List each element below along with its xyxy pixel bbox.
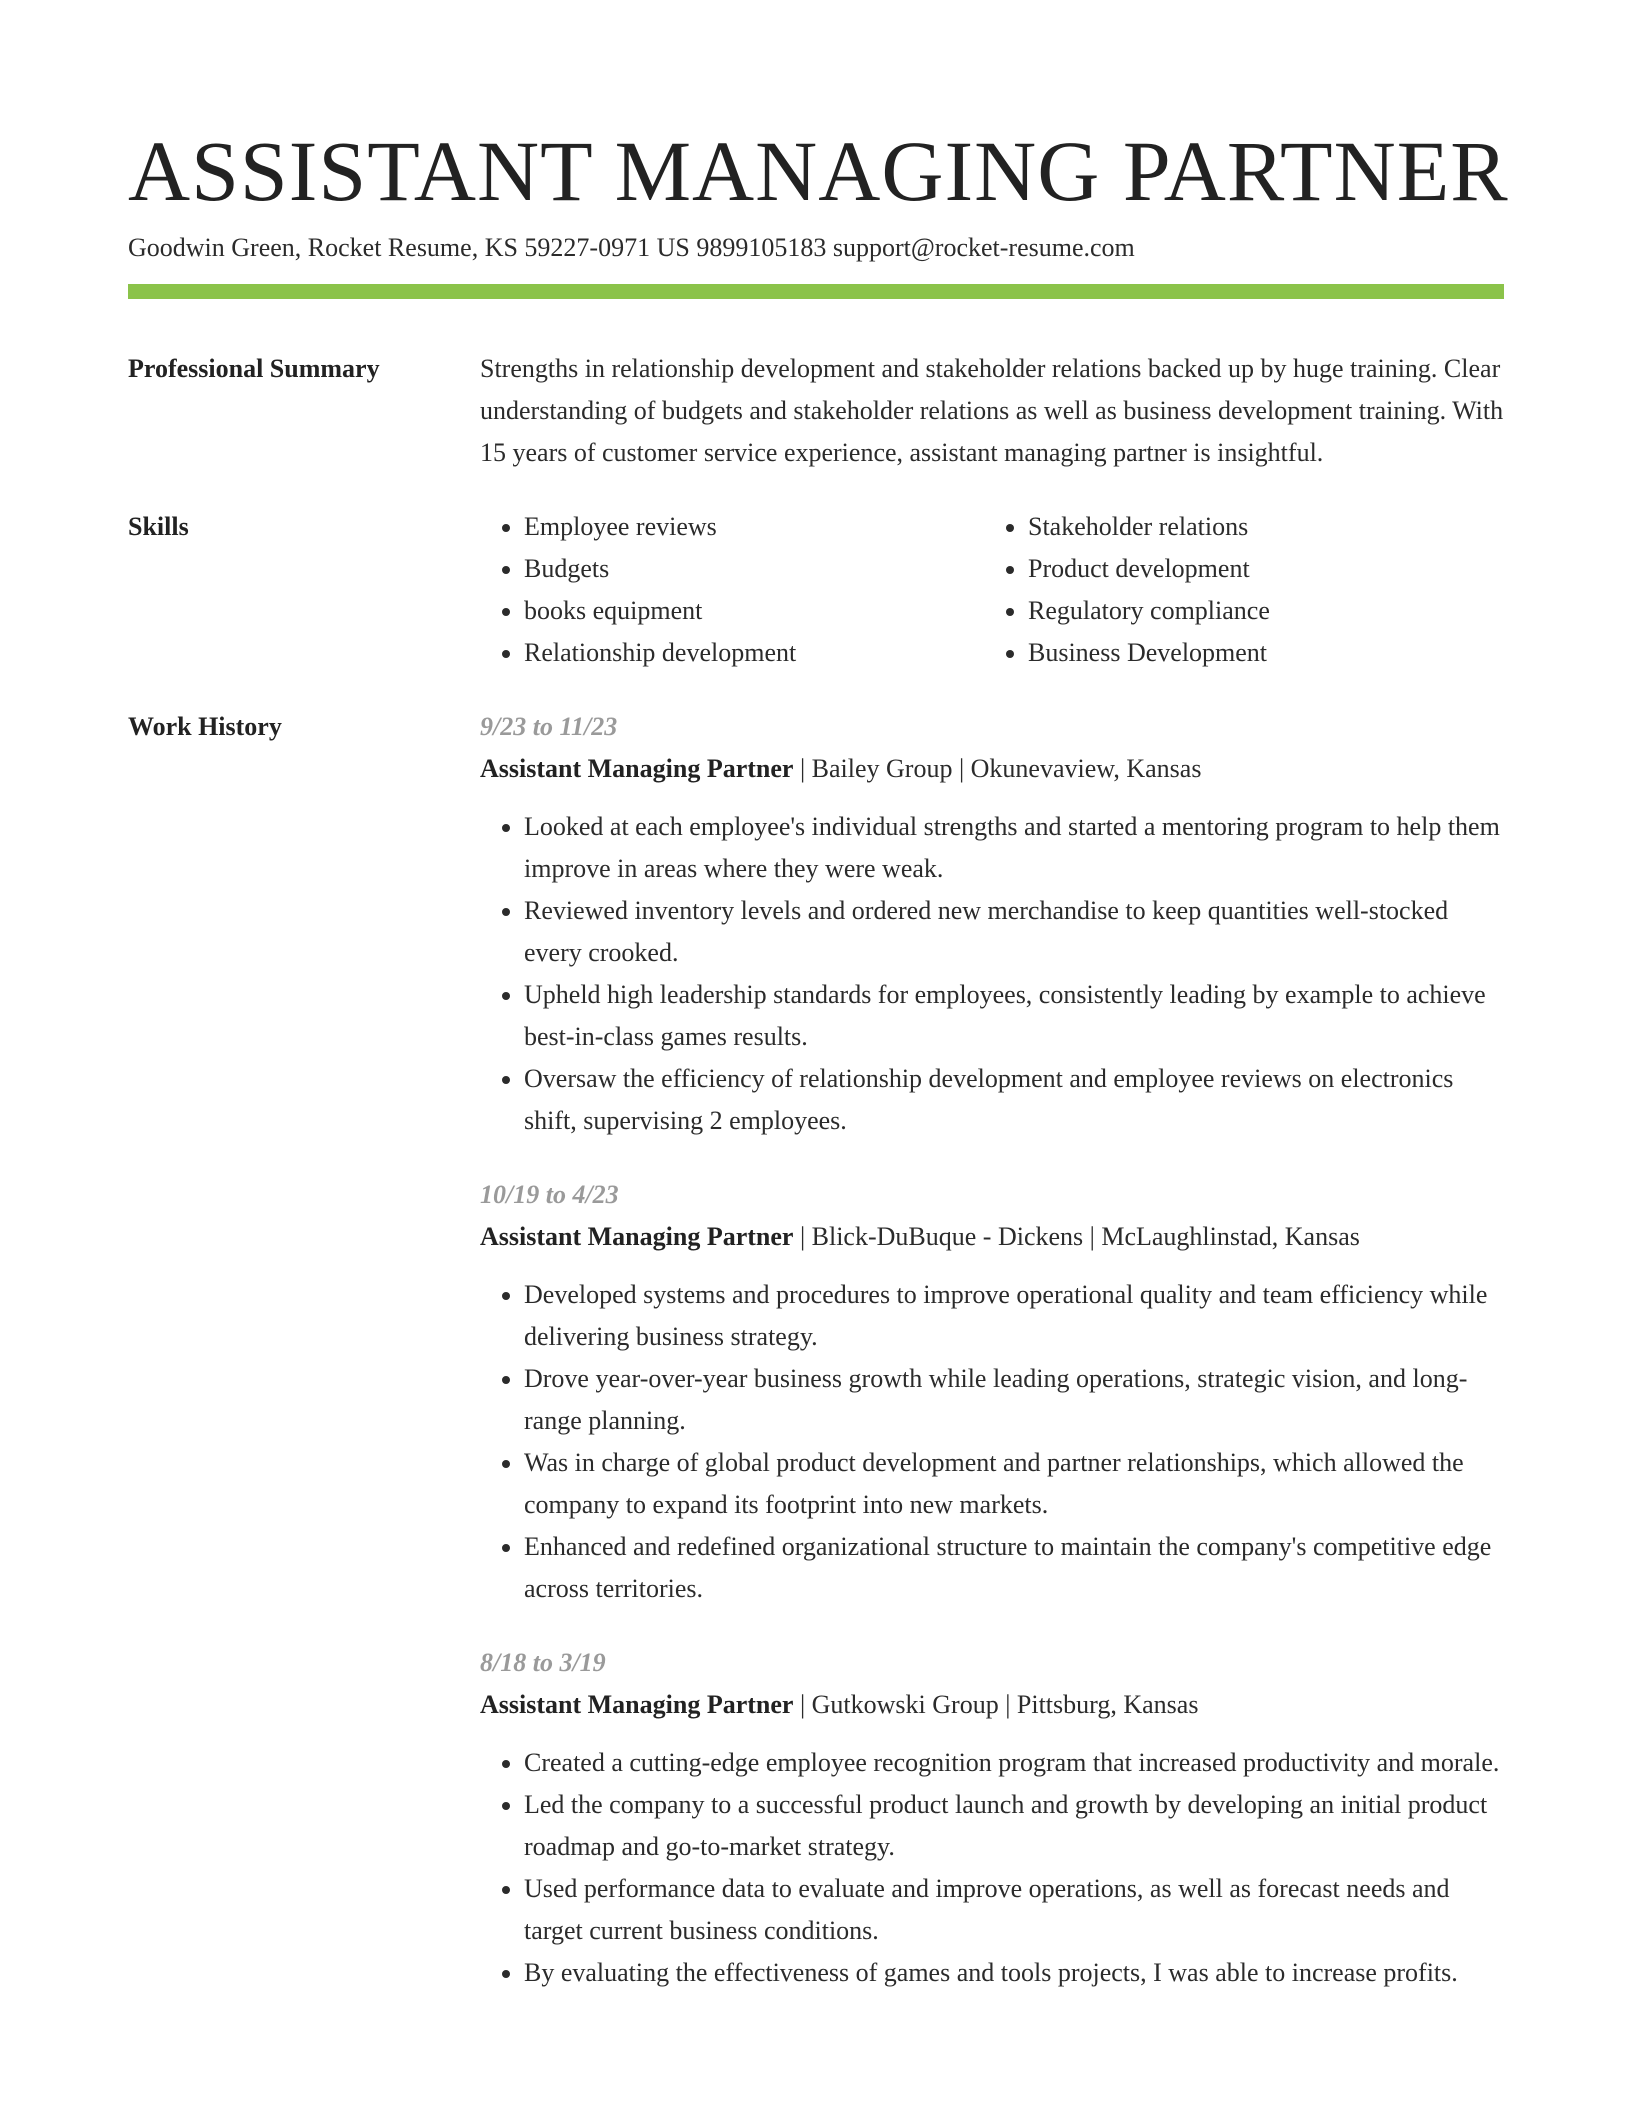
job-dates: 9/23 to 11/23 <box>480 712 618 741</box>
skills-heading: Skills <box>128 512 189 541</box>
skill-item: • Business Development <box>1028 632 1488 674</box>
work-history-section <box>128 706 1504 1994</box>
skills-section <box>128 506 1504 674</box>
job-heading <box>480 1216 1504 1258</box>
job-bullet: • Enhanced and redefined organizational structure to maintain the company's competitive edge across territories. <box>524 1526 1504 1610</box>
header-divider <box>128 284 1504 299</box>
skill-item: • books equipment <box>524 590 984 632</box>
job-dates: 8/18 to 3/19 <box>480 1648 606 1677</box>
job-title: Assistant Managing Partner <box>480 1690 794 1719</box>
work-history-heading: Work History <box>128 712 282 741</box>
job-bullet: • Looked at each employee's individual strengths and started a mentoring program to help them improve in areas where they were weak. <box>524 806 1504 890</box>
skill-item: • Budgets <box>524 548 984 590</box>
job-heading <box>480 1684 1504 1726</box>
skill-item: • Stakeholder relations <box>1028 506 1488 548</box>
job-dates: 10/19 to 4/23 <box>480 1180 619 1209</box>
summary-body <box>480 348 1504 474</box>
job-bullet: • Drove year-over-year business growth while leading operations, strategic vision, and long-range planning. <box>524 1358 1504 1442</box>
skill-item: • Relationship development <box>524 632 984 674</box>
job-details: | Bailey Group | Okunevaview, Kansas <box>793 754 1202 783</box>
job-bullet: • Developed systems and procedures to improve operational quality and team efficiency while delivering business strategy. <box>524 1274 1504 1358</box>
job-bullet: • Used performance data to evaluate and improve operations, as well as forecast needs and target current business conditions. <box>524 1868 1504 1952</box>
job-bullet: • Oversaw the efficiency of relationship development and employee reviews on electronics shift, supervising 2 employees. <box>524 1058 1504 1142</box>
contact-email: support@rocket-resume.com <box>832 233 1135 262</box>
job-bullets <box>480 1274 1504 1610</box>
job-title: Assistant Managing Partner <box>480 754 794 783</box>
job-details: | Gutkowski Group | Pittsburg, Kansas <box>793 1690 1199 1719</box>
job-heading <box>480 748 1504 790</box>
skills-column-left <box>480 506 984 674</box>
job-bullets <box>480 806 1504 1142</box>
skill-item: • Employee reviews <box>524 506 984 548</box>
job-bullet: • By evaluating the effectiveness of games and tools projects, I was able to increase profits. <box>524 1952 1504 1994</box>
skills-list <box>480 506 1504 674</box>
job-entry <box>480 706 1504 1142</box>
job-bullet: • Reviewed inventory levels and ordered new merchandise to keep quantities well-stocked every crooked. <box>524 890 1504 974</box>
resume-name: ASSISTANT MANAGING PARTNER <box>128 123 1509 219</box>
contact-address: Goodwin Green, Rocket Resume, KS 59227-0971 US <box>128 233 690 262</box>
contact-line <box>128 232 1504 264</box>
skill-item: • Product development <box>1028 548 1488 590</box>
job-bullet: • Led the company to a successful product launch and growth by developing an initial product roadmap and go-to-market strategy. <box>524 1784 1504 1868</box>
summary-heading: Professional Summary <box>128 354 380 383</box>
job-details: | Blick-DuBuque - Dickens | McLaughlinstad, Kansas <box>793 1222 1360 1251</box>
job-entry <box>480 1174 1504 1610</box>
job-title: Assistant Managing Partner <box>480 1222 794 1251</box>
skills-column-right <box>984 506 1488 674</box>
contact-phone: 9899105183 <box>696 233 827 262</box>
summary-text: Strengths in relationship development and stakeholder relations backed up by huge training. Clear understanding of budgets and stakeholder relations as well as business development training. With 15 years of customer service experience, assistant managing partner is insightful. <box>480 354 1504 467</box>
skill-item: • Regulatory compliance <box>1028 590 1488 632</box>
job-bullet: • Was in charge of global product development and partner relationships, which allowed the company to expand its footprint into new markets. <box>524 1442 1504 1526</box>
job-entry <box>480 1642 1504 1994</box>
job-bullet: • Created a cutting-edge employee recognition program that increased productivity and morale. <box>524 1742 1504 1784</box>
job-bullets <box>480 1742 1504 1994</box>
work-history-body <box>480 706 1504 1994</box>
job-bullet: • Upheld high leadership standards for employees, consistently leading by example to achieve best-in-class games results. <box>524 974 1504 1058</box>
summary-section <box>128 348 1504 474</box>
resume-page <box>128 0 1509 1994</box>
